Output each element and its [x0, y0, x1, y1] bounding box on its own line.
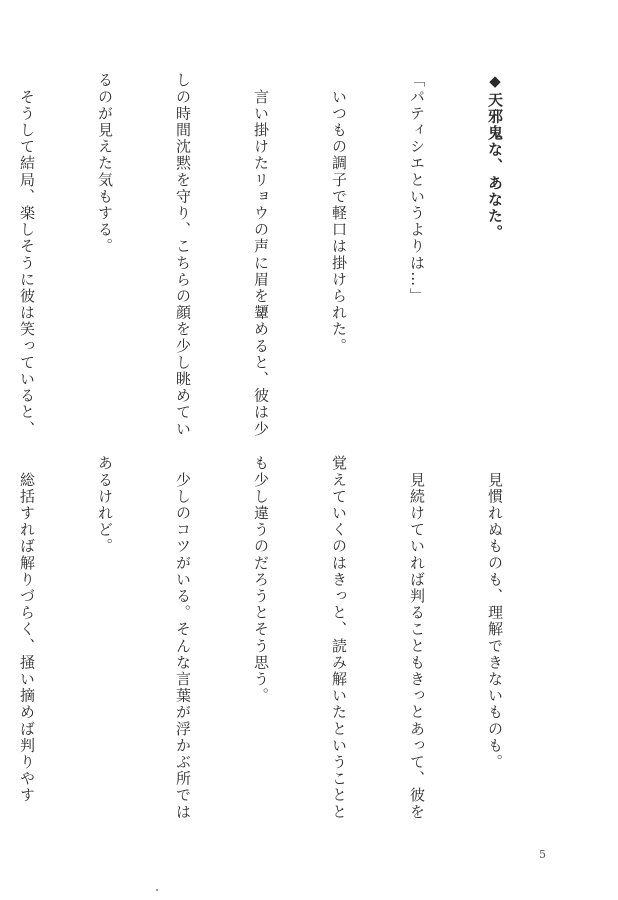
bottom-text-block [0, 455, 560, 850]
text-line: あるけれど。 [96, 455, 114, 555]
text-line: 言い掛けたリョウの声に眉を顰めると、彼は少 [252, 72, 270, 438]
text-line: 総括すれば解りづらく、掻い摘めば判りやす [18, 455, 36, 804]
page-number: 5 [539, 848, 546, 861]
text-line: そうして結局、楽しそうに彼は笑っていると、 [18, 72, 36, 438]
text-line: 見慣れぬものも、理解できないものも。 [486, 455, 504, 771]
text-line: も少し違うのだろうとそう思う。 [252, 455, 270, 704]
chapter-title: ◆天邪鬼な、あなた。 [486, 72, 504, 241]
stray-dot [156, 889, 158, 891]
text-line: 見続けていれば判ることもきっとあって、彼を [408, 455, 426, 821]
text-line: 少しのコツがいる。そんな言葉が浮かぶ所では [174, 455, 192, 821]
text-line: るのが見えた気もする。 [96, 72, 114, 255]
text-line: いつもの調子で軽口は掛けられた。 [330, 72, 348, 355]
top-text-block [0, 72, 560, 452]
text-line: しの時間沈黙を守り、こちらの顔を少し眺めてい [174, 72, 192, 438]
text-line: 「パティシエというよりは…」 [408, 72, 426, 305]
text-line: 覚えていくのはきっと、読み解いたということと [330, 455, 348, 821]
